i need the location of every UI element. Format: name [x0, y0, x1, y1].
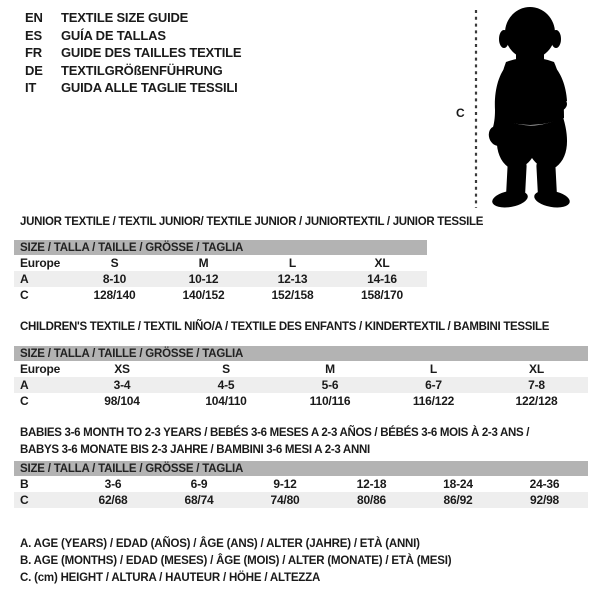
region-header-cell: Europe: [20, 256, 61, 270]
table-cell: 140/152: [182, 288, 225, 302]
size-bar-label: SIZE / TALLA / TAILLE / GRÖSSE / TAGLIA: [14, 240, 427, 255]
language-row-fr: [25, 44, 241, 62]
table-cell: 10-12: [159, 271, 248, 287]
table-cell: 80/86: [328, 492, 415, 508]
row-label-cell: C: [20, 394, 29, 408]
row-label-cell: C: [14, 492, 70, 508]
language-row-de: [25, 62, 241, 80]
language-code: EN: [25, 10, 43, 25]
guide-title: GUÍA DE TALLAS: [61, 27, 166, 43]
junior-size-table: [14, 240, 427, 303]
column-header-cell: S: [110, 256, 119, 270]
table-cell: 92/98: [501, 492, 588, 508]
table-cell: 98/104: [104, 394, 140, 408]
language-row-en: [25, 9, 241, 27]
language-code: FR: [25, 45, 42, 60]
babies-size-table: [14, 461, 588, 508]
row-label-cell: A: [14, 271, 70, 287]
table-cell: 3-4: [70, 377, 174, 393]
row-label-cell: A: [14, 377, 70, 393]
table-cell: 12-13: [248, 271, 337, 287]
column-header-cell: XL: [374, 256, 390, 270]
table-cell: 152/158: [271, 288, 314, 302]
note-age-months: B. AGE (MONTHS) / EDAD (MESES) / ÂGE (MOIS) / ALTER (MONATE) / ETÀ (MESI): [20, 555, 452, 567]
table-row-c: [14, 492, 588, 508]
table-cell: 4-5: [174, 377, 278, 393]
table-cell: 158/170: [361, 288, 403, 302]
table-cell: 122/128: [515, 394, 558, 408]
guide-title: GUIDA ALLE TAGLIE TESSILI: [61, 80, 238, 95]
column-header-cell: S: [222, 362, 230, 376]
children-section-title: CHILDREN'S TEXTILE / TEXTIL NIÑO/A / TEXTILE DES ENFANTS / KINDERTEXTIL / BAMBINI TESSILE: [20, 321, 550, 333]
size-bar-row: [14, 240, 427, 255]
table-cell: 9-12: [273, 477, 297, 491]
guide-title: GUIDE DES TAILLES TEXTILE: [61, 45, 242, 60]
column-header-row: [14, 255, 427, 271]
babies-title-line1: BABIES 3-6 MONTH TO 2-3 YEARS / BEBÉS 3-6 MESES A 2-3 AÑOS / BÉBÉS 3-6 MOIS À 2-3 ANS /: [20, 427, 530, 439]
table-row-c: [14, 393, 588, 409]
table-cell: 86/92: [415, 492, 501, 508]
row-label-cell: C: [20, 288, 29, 302]
table-cell: 7-8: [485, 377, 588, 393]
table-cell: 24-36: [529, 477, 560, 491]
table-cell: 116/122: [412, 394, 455, 408]
table-cell: 110/116: [309, 394, 351, 408]
baby-figure: [450, 0, 600, 215]
size-bar-row: [14, 346, 588, 361]
region-header-cell: Europe: [20, 362, 61, 376]
column-header-cell: XS: [114, 362, 130, 376]
note-height-cm: C. (cm) HEIGHT / ALTURA / HAUTEUR / HÖHE / ALTEZZA: [20, 572, 321, 584]
guide-title: TEXTILE SIZE GUIDE: [61, 10, 189, 25]
babies-section-title: [20, 425, 529, 459]
babies-title-line2: BABYS 3-6 MONATE BIS 2-3 JAHRE / BAMBINI 3-6 MESI A 2-3 ANNI: [20, 444, 370, 456]
language-title-list: [25, 9, 241, 97]
table-cell: 3-6: [104, 477, 122, 491]
guide-title: TEXTILGRÖßENFÜHRUNG: [61, 62, 223, 78]
table-cell: 12-18: [356, 477, 387, 491]
language-code: ES: [25, 27, 42, 43]
table-cell: 74/80: [242, 492, 328, 508]
size-bar-label: SIZE / TALLA / TAILLE / GRÖSSE / TAGLIA: [14, 346, 588, 361]
table-cell: 6-9: [190, 477, 208, 491]
size-bar-row: [14, 461, 588, 476]
table-cell: 128/140: [93, 288, 136, 302]
table-cell: 68/74: [156, 492, 242, 508]
size-bar-label: SIZE / TALLA / TAILLE / GRÖSSE / TAGLIA: [14, 461, 588, 476]
children-size-table: [14, 346, 588, 409]
legend-notes: [20, 536, 451, 587]
table-cell: 62/68: [70, 492, 156, 508]
language-code: DE: [25, 62, 43, 78]
row-label-cell: B: [20, 477, 29, 491]
language-row-it: [25, 79, 241, 97]
table-cell: 104/110: [205, 394, 247, 408]
column-header-row: [14, 361, 588, 377]
baby-silhouette-icon: [450, 0, 600, 215]
height-measure-label: C: [456, 106, 465, 120]
baby-silhouette-shape: [486, 7, 571, 210]
column-header-cell: M: [198, 256, 209, 270]
column-header-cell: XL: [529, 362, 544, 376]
table-row-a: [14, 377, 588, 393]
note-age-years: A. AGE (YEARS) / EDAD (AÑOS) / ÂGE (ANS) / ALTER (JAHRE) / ETÀ (ANNI): [20, 538, 420, 550]
table-cell: 18-24: [443, 477, 473, 491]
language-code: IT: [25, 80, 37, 95]
table-cell: 8-10: [70, 271, 159, 287]
table-row-a: [14, 271, 427, 287]
table-cell: 5-6: [278, 377, 382, 393]
table-cell: 6-7: [382, 377, 485, 393]
table-row-c: [14, 287, 427, 303]
table-row-b: [14, 476, 588, 492]
column-header-cell: L: [429, 362, 438, 376]
column-header-cell: L: [288, 256, 297, 270]
language-row-es: [25, 27, 241, 45]
junior-section-title: JUNIOR TEXTILE / TEXTIL JUNIOR/ TEXTILE JUNIOR / JUNIORTEXTIL / JUNIOR TESSILE: [20, 216, 484, 228]
table-cell: 14-16: [337, 271, 427, 287]
column-header-cell: M: [325, 362, 335, 376]
